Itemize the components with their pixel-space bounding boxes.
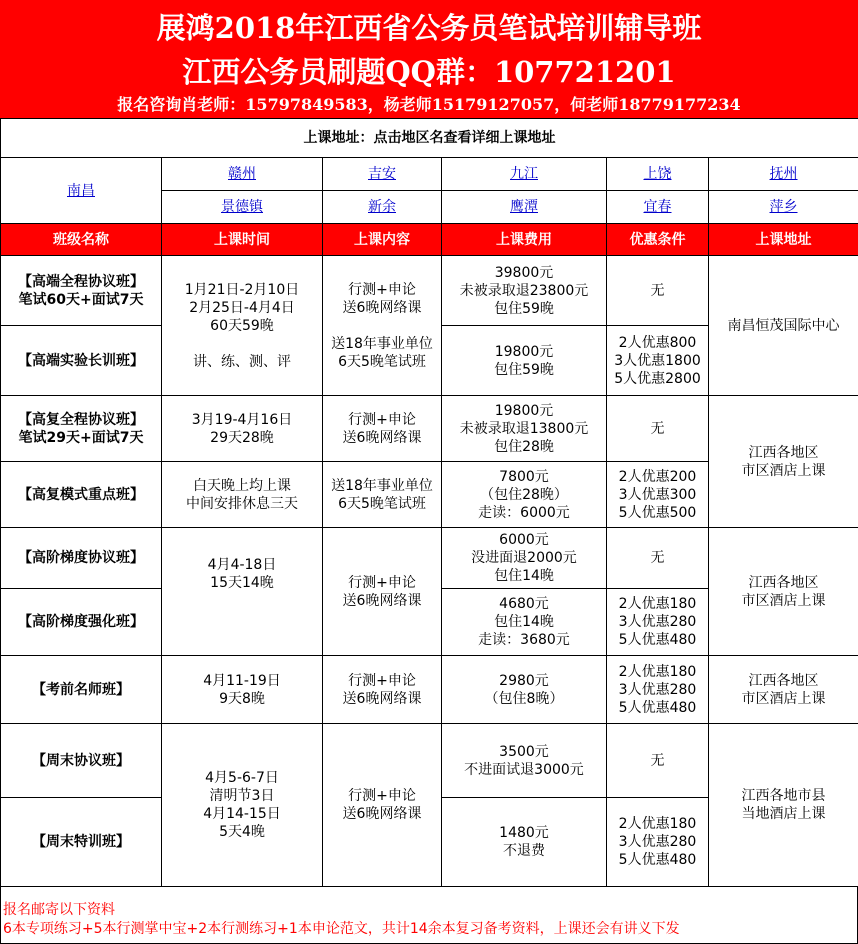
class-name: 【考前名师班】 — [1, 656, 162, 724]
class-address: 江西各地市县 当地酒店上课 — [709, 724, 858, 887]
city-link-jian[interactable]: 吉安 — [323, 158, 442, 191]
class-fee: 19800元 未被录取退13800元 包住28晚 — [442, 396, 607, 462]
class-discount: 2人优惠180 3人优惠280 5人优惠480 — [607, 589, 709, 656]
city-link-yingtan[interactable]: 鹰潭 — [442, 191, 607, 224]
class-name: 【高端全程协议班】 笔试60天+面试7天 — [1, 256, 162, 326]
banner-qq-group: 江西公务员刷题QQ群：107721201 — [182, 55, 676, 89]
header-banner — [0, 0, 858, 118]
city-link-ganzhou[interactable]: 赣州 — [162, 158, 323, 191]
class-fee: 3500元 不进面试退3000元 — [442, 724, 607, 798]
column-header: 班级名称 — [1, 224, 162, 256]
table-row — [1, 396, 858, 462]
class-content: 送18年事业单位 6天5晚笔试班 — [323, 462, 442, 528]
city-link-shangrao[interactable]: 上饶 — [607, 158, 709, 191]
column-header: 上课费用 — [442, 224, 607, 256]
city-link-jiujiang[interactable]: 九江 — [442, 158, 607, 191]
footer-line-1: 报名邮寄以下资料 — [3, 902, 115, 918]
class-address: 江西各地区 市区酒店上课 — [709, 396, 858, 528]
class-time: 白天晚上均上课 中间安排休息三天 — [162, 462, 323, 528]
address-header: 上课地址：点击地区名查看详细上课地址 — [1, 119, 858, 158]
table-row — [1, 656, 858, 724]
table-row — [1, 256, 858, 326]
class-address: 江西各地区 市区酒店上课 — [709, 528, 858, 656]
class-name: 【高复全程协议班】 笔试29天+面试7天 — [1, 396, 162, 462]
city-link-pingxiang[interactable]: 萍乡 — [709, 191, 858, 224]
class-name: 【周末协议班】 — [1, 724, 162, 798]
class-fee: 39800元 未被录取退23800元 包住59晚 — [442, 256, 607, 326]
banner-title: 展鸿2018年江西省公务员笔试培训辅导班 — [156, 11, 702, 45]
city-link-jingdezhen[interactable]: 景德镇 — [162, 191, 323, 224]
class-time: 4月5-6-7日 清明节3日 4月14-15日 5天4晚 — [162, 724, 323, 887]
class-fee: 2980元 （包住8晚） — [442, 656, 607, 724]
class-fee: 4680元 包住14晚 走读：3680元 — [442, 589, 607, 656]
class-time: 1月21日-2月10日 2月25日-4月4日 60天59晚 讲、练、测、评 — [162, 256, 323, 396]
class-fee: 1480元 不退费 — [442, 798, 607, 887]
class-content: 行测+申论 送6晚网络课 — [323, 724, 442, 887]
column-header: 上课时间 — [162, 224, 323, 256]
class-discount: 2人优惠180 3人优惠280 5人优惠480 — [607, 656, 709, 724]
class-time: 4月11-19日 9天8晚 — [162, 656, 323, 724]
class-name: 【高复模式重点班】 — [1, 462, 162, 528]
column-header: 上课内容 — [323, 224, 442, 256]
class-fee: 7800元 （包住28晚） 走读：6000元 — [442, 462, 607, 528]
class-address: 南昌恒茂国际中心 — [709, 256, 858, 396]
class-content: 行测+申论 送6晚网络课 送18年事业单位 6天5晚笔试班 — [323, 256, 442, 396]
city-link-fuzhou[interactable]: 抚州 — [709, 158, 858, 191]
schedule-table — [0, 118, 858, 887]
class-discount: 无 — [607, 396, 709, 462]
city-link-xinyu[interactable]: 新余 — [323, 191, 442, 224]
class-fee: 6000元 没进面退2000元 包住14晚 — [442, 528, 607, 589]
materials-footer — [0, 886, 858, 944]
banner-contact: 报名咨询肖老师：15797849583，杨老师15179127057，何老师18779177234 — [117, 95, 741, 114]
table-header-row — [1, 224, 858, 256]
class-discount: 2人优惠180 3人优惠280 5人优惠480 — [607, 798, 709, 887]
class-time: 3月19-4月16日 29天28晚 — [162, 396, 323, 462]
table-row — [1, 528, 858, 589]
class-name: 【高端实验长训班】 — [1, 326, 162, 396]
class-discount: 2人优惠200 3人优惠300 5人优惠500 — [607, 462, 709, 528]
class-discount: 2人优惠800 3人优惠1800 5人优惠2800 — [607, 326, 709, 396]
class-name: 【高阶梯度强化班】 — [1, 589, 162, 656]
city-link-yichun[interactable]: 宜春 — [607, 191, 709, 224]
class-content: 行测+申论 送6晚网络课 — [323, 528, 442, 656]
class-content: 行测+申论 送6晚网络课 — [323, 656, 442, 724]
class-name: 【周末特训班】 — [1, 798, 162, 887]
class-fee: 19800元 包住59晚 — [442, 326, 607, 396]
class-discount: 无 — [607, 724, 709, 798]
table-row — [1, 724, 858, 798]
city-link-label[interactable]: 南昌 — [67, 182, 95, 199]
class-address: 江西各地区 市区酒店上课 — [709, 656, 858, 724]
class-content: 行测+申论 送6晚网络课 — [323, 396, 442, 462]
city-link-nanchang[interactable] — [1, 158, 162, 224]
class-discount: 无 — [607, 528, 709, 589]
class-time: 4月4-18日 15天14晚 — [162, 528, 323, 656]
column-header: 上课地址 — [709, 224, 858, 256]
class-name: 【高阶梯度协议班】 — [1, 528, 162, 589]
column-header: 优惠条件 — [607, 224, 709, 256]
footer-line-2: 6本专项练习+5本行测掌中宝+2本行测练习+1本申论范文，共计14余本复习备考资料，上课还会有讲义下发 — [3, 921, 680, 937]
class-discount: 无 — [607, 256, 709, 326]
